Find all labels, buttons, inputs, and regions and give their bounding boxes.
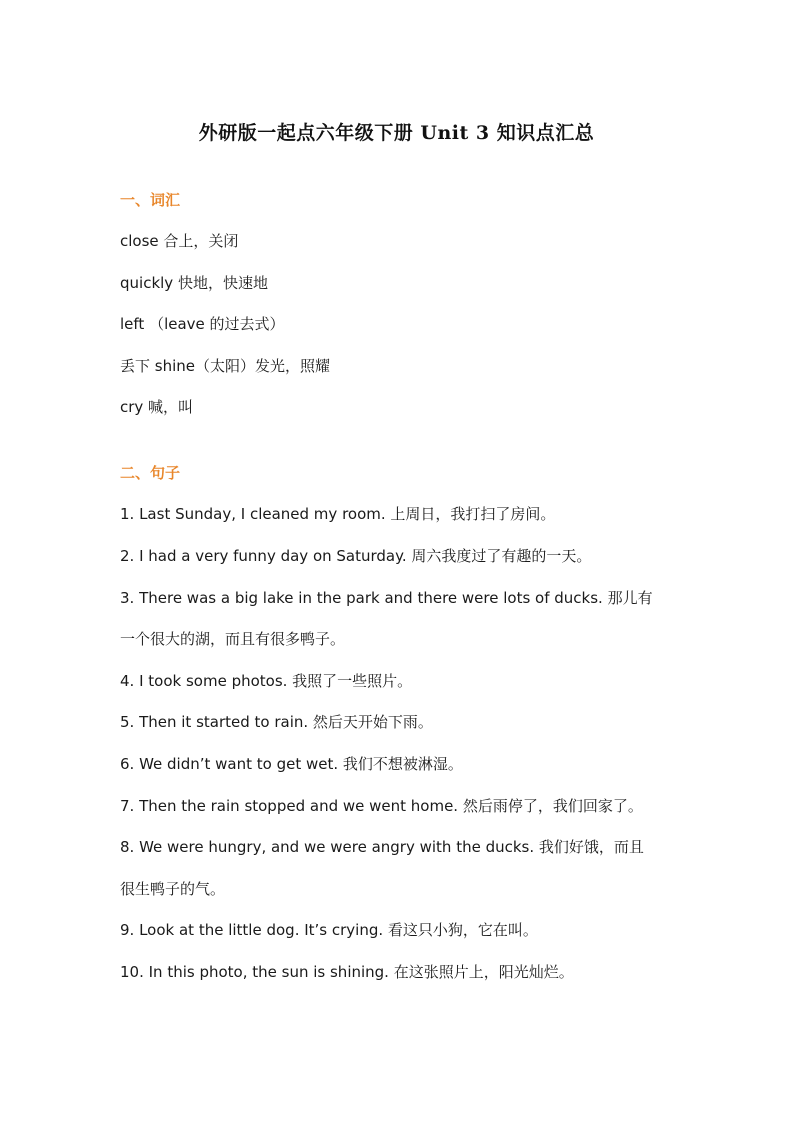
sentence-line: 9. Look at the little dog. It’s crying. 看这只小狗，它在叫。 — [120, 921, 538, 940]
section-heading-sentences: 二、句子 — [120, 464, 181, 483]
vocab-line: quickly 快地，快速地 — [120, 273, 268, 292]
sentence-line: 8. We were hungry, and we were angry with the ducks. 我们好饿，而且 — [120, 838, 644, 857]
sentence-line: 10. In this photo, the sun is shining. 在这张照片上，阳光灿烂。 — [120, 962, 574, 981]
vocab-line: close 合上，关闭 — [120, 232, 239, 250]
vocab-line: 丢下 shine（太阳）发光，照耀 — [120, 356, 330, 375]
sentence-line: 1. Last Sunday, I cleaned my room. 上周日，我打扫了房间。 — [120, 505, 556, 524]
vocab-line: left （leave 的过去式） — [120, 315, 285, 334]
sentence-line: 6. We didn’t want to get wet. 我们不想被淋湿。 — [120, 754, 463, 773]
page-title: 外研版一起点六年级下册 Unit 3 知识点汇总 — [198, 122, 595, 144]
sentence-line: 5. Then it started to rain. 然后天开始下雨。 — [120, 713, 433, 732]
section-heading-vocabulary: 一、词汇 — [120, 191, 181, 209]
sentence-line: 3. There was a big lake in the park and there were lots of ducks. 那儿有 — [120, 588, 653, 607]
document-body — [120, 188, 680, 1002]
sentence-line: 一个很大的湖，而且有很多鸭子。 — [120, 630, 346, 649]
sentence-line: 很生鸭子的气。 — [120, 879, 226, 898]
sentence-line: 2. I had a very funny day on Saturday. 周六我度过了有趣的一天。 — [120, 546, 592, 565]
vocab-line: cry 喊，叫 — [120, 398, 194, 417]
sentence-line: 7. Then the rain stopped and we went home. 然后雨停了，我们回家了。 — [120, 796, 643, 815]
sentence-line: 4. I took some photos. 我照了一些照片。 — [120, 671, 413, 690]
